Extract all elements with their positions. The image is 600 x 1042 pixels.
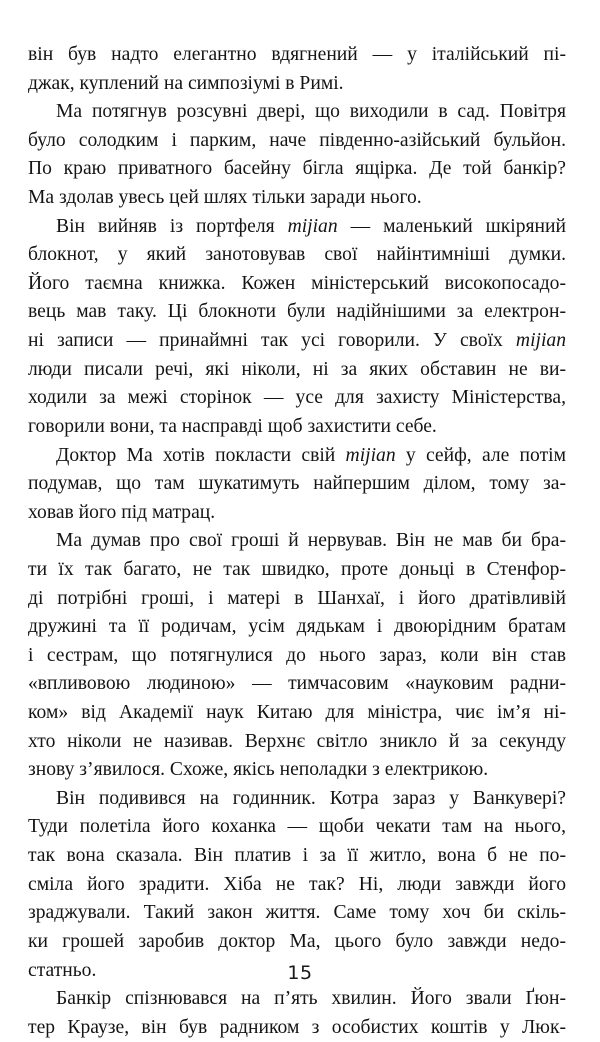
italic-term: mijian bbox=[287, 215, 338, 237]
text-line bbox=[28, 642, 566, 671]
text-line bbox=[28, 184, 566, 213]
text-run: — маленький шкіряний bbox=[337, 215, 566, 237]
text-line bbox=[28, 756, 566, 785]
text-run: знову з’явилося. Схоже, якісь неполадки з електрикою. bbox=[28, 759, 489, 781]
text-line bbox=[28, 899, 566, 928]
text-line bbox=[28, 241, 566, 270]
text-run: ходили за межі сторінок — усе для захисту Міністерства, bbox=[28, 387, 566, 409]
text-run: він був надто елегантно вдягнений — у італійський пі- bbox=[28, 44, 566, 65]
text-run: так вона сказала. Він платив і за її житло, вона б не по- bbox=[28, 845, 566, 867]
text-line bbox=[28, 985, 566, 1014]
text-run: зраджували. Такий закон життя. Саме тому хоч би скіль- bbox=[28, 902, 566, 924]
text-run: Він подивився на годинник. Котра зараз у Ванкувері? bbox=[56, 787, 566, 809]
text-run: у сейф, але потім bbox=[395, 444, 566, 466]
text-line bbox=[28, 613, 566, 642]
text-run: ки грошей заробив доктор Ма, цього було завжди недо- bbox=[28, 930, 566, 952]
text-run: Він вийняв із портфеля bbox=[56, 215, 288, 237]
text-run: статньо. bbox=[28, 959, 97, 981]
text-run: було солодким і парким, наче південно-азійський бульйон. bbox=[28, 129, 566, 151]
text-run: люди писали речі, які ніколи, ні за яких обставин не ви- bbox=[28, 358, 566, 380]
text-line bbox=[28, 356, 566, 385]
text-run: тер Краузе, він був радником з особистих коштів у Люк- bbox=[28, 1016, 566, 1038]
text-line bbox=[28, 499, 566, 528]
text-line bbox=[28, 127, 566, 156]
text-line bbox=[28, 842, 566, 871]
text-line bbox=[28, 585, 566, 614]
text-run: подумав, що там шукатимуть найпершим ділом, тому за- bbox=[28, 473, 566, 495]
text-run: По краю приватного басейну бігла ящірка. Де той банкір? bbox=[28, 158, 566, 180]
italic-term: mijian bbox=[515, 330, 566, 352]
text-run: вець мав таку. Ці блокноти були надійнішими за електрон- bbox=[28, 301, 566, 323]
text-line bbox=[28, 298, 566, 327]
text-run: ти їх так багато, не так швидко, проте доньці в Стенфор- bbox=[28, 558, 566, 580]
text-line bbox=[28, 728, 566, 757]
text-run: сміла його зрадити. Хіба не так? Ні, люди завжди його bbox=[28, 873, 566, 895]
text-line bbox=[28, 813, 566, 842]
text-line bbox=[28, 327, 566, 356]
text-run: говорили вони, та насправді щоб захистити себе. bbox=[28, 415, 437, 437]
text-run: дружині та її родичам, усім дядькам і двоюрідним братам bbox=[28, 616, 566, 638]
text-run: Його таємна книжка. Кожен міністерський високопосадо- bbox=[28, 272, 566, 294]
text-run: джак, куплений на симпозіумі в Римі. bbox=[28, 72, 344, 94]
text-line bbox=[28, 527, 566, 556]
text-line bbox=[28, 70, 566, 99]
page-number: 15 bbox=[287, 962, 313, 984]
text-line bbox=[28, 442, 566, 471]
text-line bbox=[28, 41, 566, 70]
text-line bbox=[28, 155, 566, 184]
text-run: Ма думав про свої гроші й нервував. Він не мав би бра- bbox=[56, 530, 566, 552]
text-line bbox=[28, 384, 566, 413]
text-run: Банкір спізнювався на п’ять хвилин. Його звали Ґюн- bbox=[56, 988, 566, 1010]
text-line bbox=[28, 670, 566, 699]
text-line bbox=[28, 270, 566, 299]
text-line bbox=[28, 871, 566, 900]
text-run: Ма здолав увесь цей шлях тільки заради нього. bbox=[28, 187, 422, 209]
text-run: блокнот, у який занотовував свої найінтимніші думки. bbox=[28, 244, 566, 266]
text-line bbox=[28, 413, 566, 442]
text-run: Ма потягнув розсувні двері, що виходили в сад. Повітря bbox=[56, 101, 566, 123]
text-line bbox=[28, 556, 566, 585]
text-run: хто ніколи не називав. Верхнє світло зникло й за секунду bbox=[28, 730, 566, 752]
italic-term: mijian bbox=[345, 444, 396, 466]
text-run: Доктор Ма хотів покласти свій bbox=[56, 444, 346, 466]
text-run: Туди полетіла його коханка — щоби чекати там на нього, bbox=[28, 816, 566, 838]
text-line bbox=[28, 928, 566, 957]
text-line bbox=[28, 98, 566, 127]
text-line bbox=[28, 213, 566, 242]
text-line bbox=[28, 470, 566, 499]
text-line bbox=[28, 785, 566, 814]
text-line bbox=[28, 1014, 566, 1042]
text-run: і сестрам, що потягнулися до нього зараз, коли він став bbox=[28, 644, 566, 666]
text-run: ні записи — принаймні так усі говорили. У своїх bbox=[28, 330, 516, 352]
text-run: ді потрібні гроші, і матері в Шанхаї, і його дратівливій bbox=[28, 587, 566, 609]
text-line bbox=[28, 699, 566, 728]
text-run: «впливовою людиною» — тимчасовим «науковим радни- bbox=[28, 673, 566, 695]
page-body-text bbox=[28, 41, 566, 1042]
text-run: ком» від Академії наук Китаю для міністра, чиє ім’я ні- bbox=[28, 702, 566, 724]
text-run: ховав його під матрац. bbox=[28, 501, 216, 523]
